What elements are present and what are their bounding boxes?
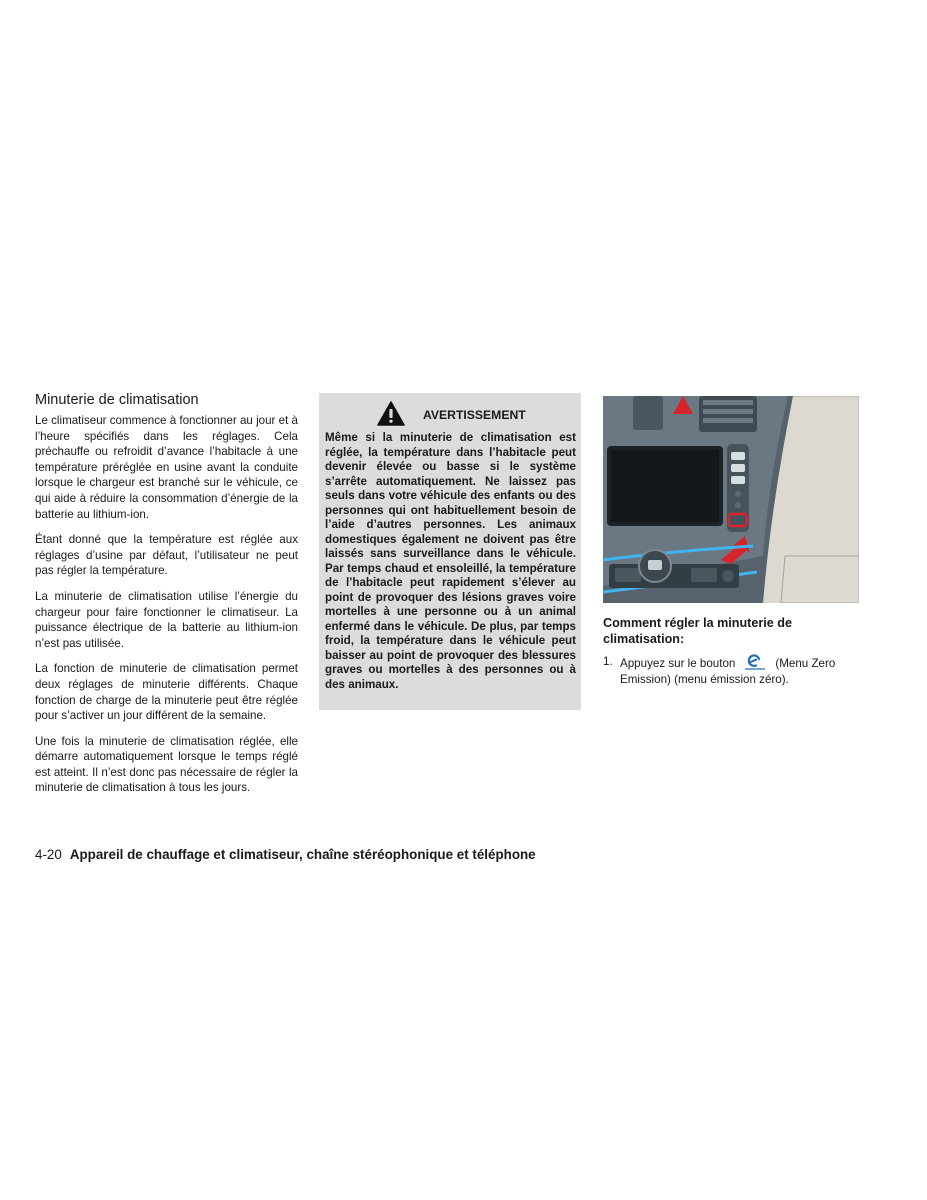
section-title: Minuterie de climatisation — [35, 392, 199, 408]
warning-header — [319, 393, 581, 427]
page-number: 4-20 — [35, 847, 62, 862]
step-item — [603, 654, 865, 688]
warning-triangle-icon — [377, 401, 405, 426]
paragraph: Le climatiseur commence à fonctionner au jour et à l’heure spécifiés dans les réglages. Cela préchauffe ou refroidit d’avance l’habitacle à une température préréglée en usine avant la conduite lorsque le chargeur est branché sur le véhicule, ce qui aide à réduire la consommation d’énergie de la batterie au lithium-ion. — [35, 414, 298, 521]
step-text — [620, 654, 865, 688]
step-number: 1. — [603, 655, 613, 668]
page-footer — [35, 847, 536, 862]
left-column — [35, 392, 298, 806]
zero-emission-menu-icon — [744, 654, 766, 670]
step-text-after: (Menu Zero Emission) (menu émission zéro). — [620, 657, 836, 686]
warning-box — [319, 393, 581, 710]
paragraph: Une fois la minuterie de climatisation réglée, elle démarre automatiquement lorsque le temps réglé est atteint. Il n’est donc pas nécessaire de régler la minuterie de climatisation à tous les jours. — [35, 734, 298, 795]
dashboard-drawing — [603, 396, 859, 603]
warning-body: Même si la minuterie de climatisation est réglée, la température dans l’habitacle peut devenir élevée ou basse si le système s’arrête automatiquement. Ne laissez pas seuls dans votre véhicule des enfants ou des personnes qui ont habituellement besoin de l’aide d’autres personnes. Les animaux domestiques également ne doivent pas être laissés sans surveillance dans le véhicule. Par temps chaud et ensoleillé, la température de l’habitacle peut rapidement s’élever au point de provoquer des lésions graves voire mortelles à une personne ou à un animal enfermé dans le véhicule. De plus, par temps froid, la température dans le véhicule peut baisser au point de provoquer des blessures graves ou mortelles à des personnes ou à des animaux. — [325, 431, 576, 691]
paragraph: Étant donné que la température est réglée aux réglages d’usine par défaut, l’utilisateur ne peut pas régler la température. — [35, 533, 298, 578]
right-column — [603, 396, 865, 688]
warning-title: AVERTISSEMENT — [423, 408, 526, 422]
paragraph: La minuterie de climatisation utilise l’énergie du chargeur pour faire fonctionner le climatiseur. La puissance électrique de la batterie au lithium-ion n’est pas utilisée. — [35, 589, 298, 650]
dashboard-illustration — [603, 396, 859, 603]
procedure-title: Comment régler la minuterie de climatisation: — [603, 616, 792, 646]
chapter-title: Appareil de chauffage et climatiseur, chaîne stéréophonique et téléphone — [69, 847, 536, 862]
step-text-before: Appuyez sur le bouton — [620, 657, 736, 670]
paragraph: La fonction de minuterie de climatisation permet deux réglages de minuterie différents. Chaque fonction de charge de la minuterie peut être réglée pour s’activer un jour différent de la semaine. — [35, 662, 298, 723]
